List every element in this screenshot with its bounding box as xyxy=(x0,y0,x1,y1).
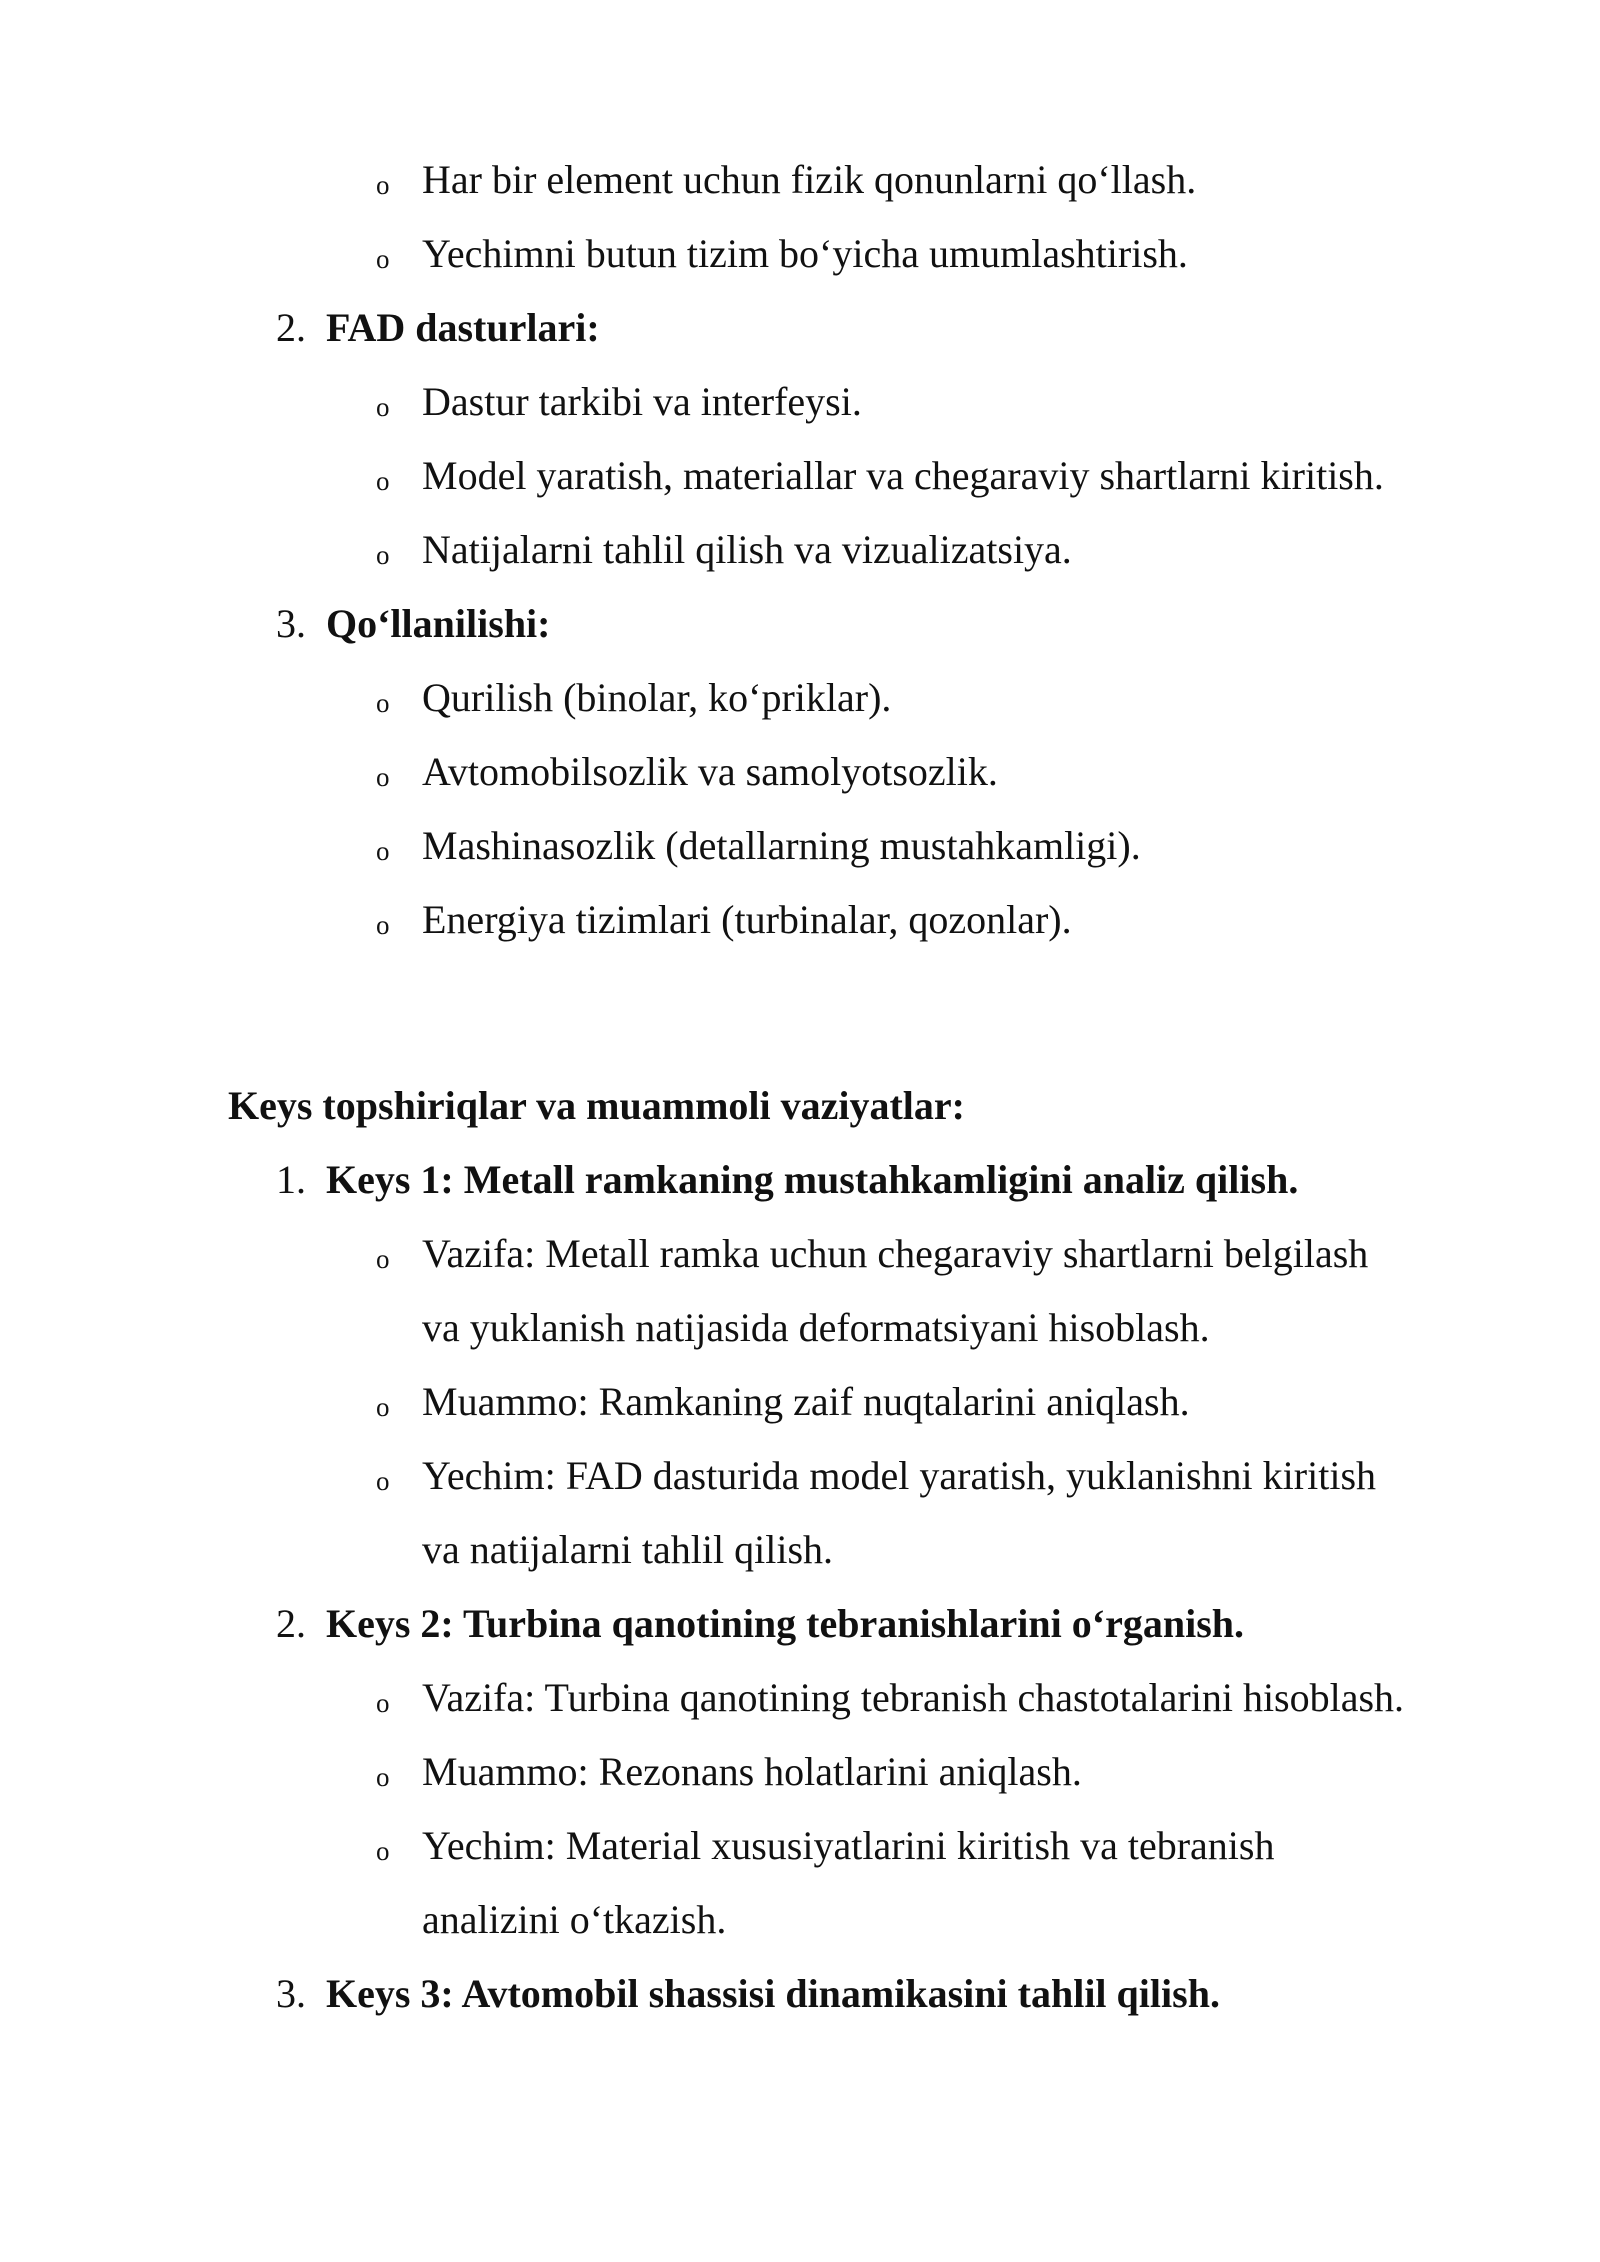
list-item: Mashinasozlik (detallarning mustahkamligi). xyxy=(422,823,1141,868)
bullet-marker: o xyxy=(376,1688,390,1718)
list-item: Avtomobilsozlik va samolyotsozlik. xyxy=(422,749,998,794)
bullet-marker: o xyxy=(376,1392,390,1422)
list-item: Dastur tarkibi va interfeysi. xyxy=(422,379,862,424)
bullet-marker: o xyxy=(376,910,390,940)
list-item: Har bir element uchun fizik qonunlarni qo‘llash. xyxy=(422,157,1197,202)
bullet-marker: o xyxy=(376,836,390,866)
bullet-marker: o xyxy=(376,170,390,200)
list-item: Model yaratish, materiallar va chegaraviy shartlarni kiritish. xyxy=(422,453,1384,498)
list-item: Qurilish (binolar, ko‘priklar). xyxy=(422,675,892,720)
case-title: Keys 3: Avtomobil shassisi dinamikasini tahlil qilish. xyxy=(326,1971,1220,2016)
case-title: Keys 1: Metall ramkaning mustahkamligini analiz qilish. xyxy=(326,1157,1299,1202)
list-item-continuation: analizini o‘tkazish. xyxy=(422,1897,727,1942)
list-item: Yechim: Material xususiyatlarini kiritish va tebranish xyxy=(422,1823,1275,1868)
list-item: Energiya tizimlari (turbinalar, qozonlar). xyxy=(422,897,1072,942)
list-item: Muammo: Rezonans holatlarini aniqlash. xyxy=(422,1749,1082,1794)
bullet-marker: o xyxy=(376,466,390,496)
list-heading: FAD dasturlari: xyxy=(326,305,600,350)
bullet-marker: o xyxy=(376,392,390,422)
list-item: Natijalarni tahlil qilish va vizualizatsiya. xyxy=(422,527,1072,572)
case-title: Keys 2: Turbina qanotining tebranishlarini o‘rganish. xyxy=(326,1601,1245,1646)
bullet-marker: o xyxy=(376,540,390,570)
section-heading: Keys topshiriqlar va muammoli vaziyatlar: xyxy=(228,1083,965,1128)
list-item-continuation: va natijalarni tahlil qilish. xyxy=(422,1527,834,1572)
bullet-marker: o xyxy=(376,1244,390,1274)
list-number: 3. xyxy=(276,1971,306,2016)
bullet-marker: o xyxy=(376,1836,390,1866)
list-number: 1. xyxy=(276,1157,306,1202)
list-number: 2. xyxy=(276,305,306,350)
list-number: 2. xyxy=(276,1601,306,1646)
bullet-marker: o xyxy=(376,688,390,718)
list-item: Vazifa: Metall ramka uchun chegaraviy shartlarni belgilash xyxy=(422,1231,1369,1276)
list-item: Muammo: Ramkaning zaif nuqtalarini aniqlash. xyxy=(422,1379,1190,1424)
bullet-marker: o xyxy=(376,1466,390,1496)
list-item-continuation: va yuklanish natijasida deformatsiyani hisoblash. xyxy=(422,1305,1210,1350)
bullet-marker: o xyxy=(376,244,390,274)
list-item: Yechimni butun tizim bo‘yicha umumlashtirish. xyxy=(422,231,1188,276)
bullet-marker: o xyxy=(376,762,390,792)
list-item: Yechim: FAD dasturida model yaratish, yuklanishni kiritish xyxy=(422,1453,1377,1498)
list-heading: Qo‘llanilishi: xyxy=(326,601,551,646)
list-number: 3. xyxy=(276,601,306,646)
bullet-marker: o xyxy=(376,1762,390,1792)
list-item: Vazifa: Turbina qanotining tebranish chastotalarini hisoblash. xyxy=(422,1675,1405,1720)
